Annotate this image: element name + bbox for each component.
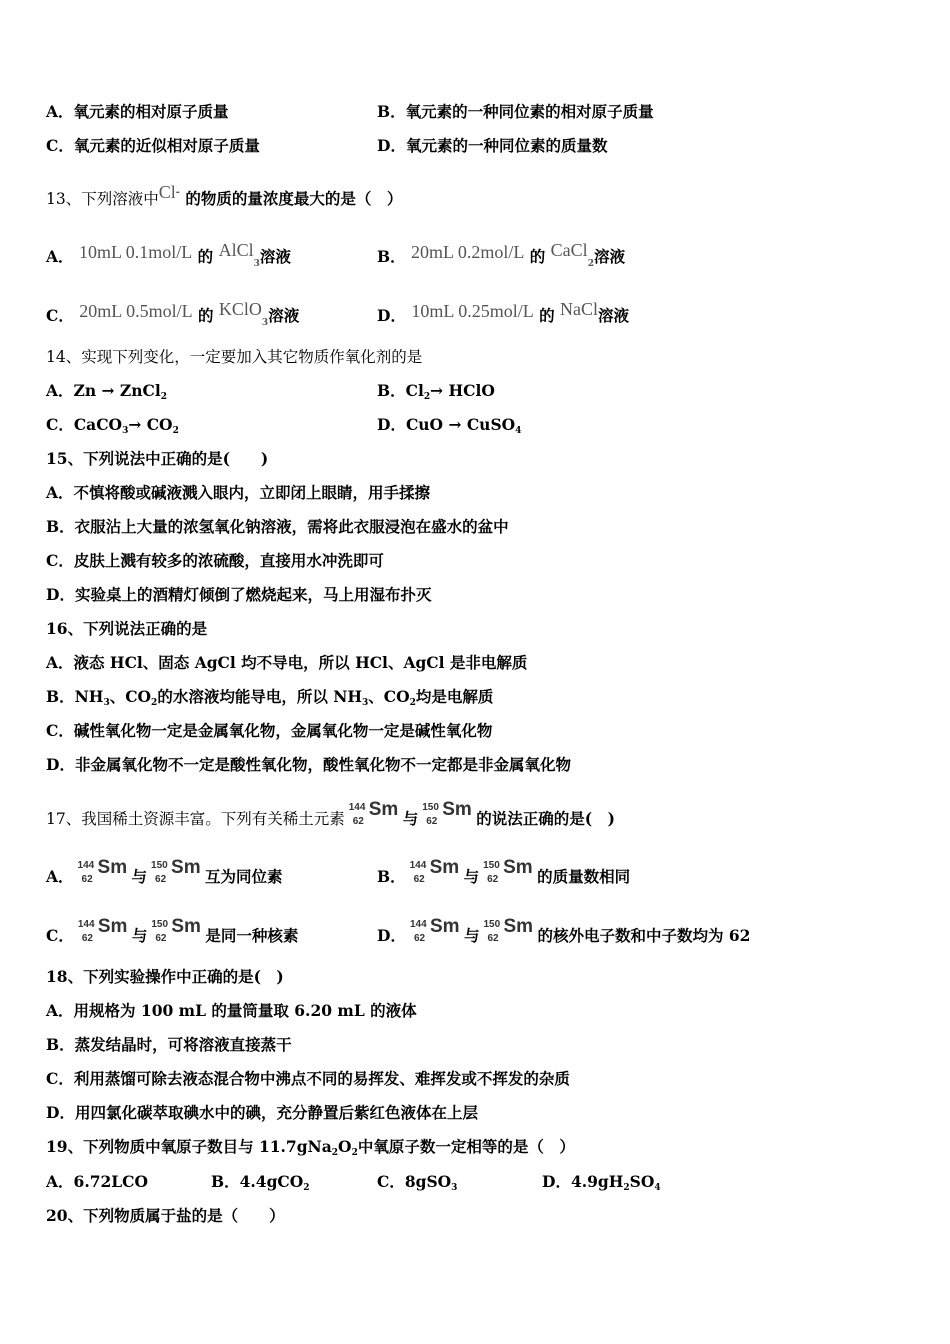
option-text: 氧元素的相对原子质量 — [73, 102, 229, 121]
option-label: B． — [377, 247, 406, 266]
formula-subscript: 3 — [253, 259, 260, 269]
q16-option-d[interactable] — [46, 755, 571, 775]
atomic-number: 62 — [413, 933, 426, 944]
isotope-sm144 — [345, 798, 403, 828]
atomic-number: 62 — [81, 874, 93, 885]
option-label: C． — [46, 926, 74, 945]
q14-option-b[interactable] — [377, 381, 495, 401]
q12-option-b[interactable] — [377, 102, 654, 122]
option-label: D． — [377, 926, 406, 945]
option-text: 用四氯化碳萃取碘水中的碘，充分静置后紫红色液体在上层 — [74, 1103, 478, 1122]
connector: 与 — [463, 867, 480, 886]
q17-option-d[interactable] — [377, 915, 750, 946]
option-label: B． — [46, 517, 75, 536]
connector: 与 — [463, 926, 480, 945]
amount: 10mL 0.1mol/L — [78, 242, 193, 262]
question-text: 中氧原子数一定相等的是（ ） — [357, 1137, 575, 1156]
option-text: 蒸发结晶时，可将溶液直接蒸干 — [74, 1035, 292, 1054]
isotope-sm144 — [74, 915, 132, 945]
option-label: B． — [377, 867, 406, 886]
q17-stem — [46, 798, 615, 829]
mass-number: 150 — [483, 860, 500, 871]
chloride-formula: Cl — [158, 182, 176, 202]
isotope-sm144 — [74, 856, 132, 886]
q19-option-c[interactable] — [377, 1172, 457, 1192]
atomic-number: 62 — [413, 874, 425, 885]
element-symbol: Sm — [442, 799, 472, 820]
option-text: NH — [74, 687, 104, 706]
option-label: C． — [46, 551, 74, 570]
element-symbol: Sm — [429, 916, 460, 937]
q15-option-b[interactable] — [46, 517, 509, 537]
mass-number: 144 — [77, 919, 95, 930]
atomic-number: 62 — [487, 933, 499, 944]
option-text: 不慎将酸或碱液溅入眼内，立即闭上眼睛，用手揉擦 — [73, 483, 431, 502]
q13-option-a[interactable] — [46, 240, 291, 274]
option-label: B． — [46, 687, 75, 706]
q16-stem — [46, 619, 207, 639]
subscript: 2 — [409, 698, 416, 708]
question-text: 18、下列实验操作中正确的是( ) — [46, 967, 284, 986]
option-text: 均是电解质 — [415, 687, 494, 706]
q12-option-c[interactable] — [46, 136, 260, 156]
option-text: 的水溶液均能导电，所以 NH — [157, 687, 363, 706]
option-text: 氧元素的一种同位素的质量数 — [405, 136, 608, 155]
solution-word: 溶液 — [598, 306, 630, 325]
option-label: D． — [46, 755, 75, 774]
q18-option-b[interactable] — [46, 1035, 292, 1055]
option-label: B． — [377, 102, 406, 121]
question-text: 16、下列说法正确的是 — [46, 619, 208, 638]
isotope-sm150 — [479, 856, 537, 886]
q13-option-b[interactable] — [377, 240, 625, 274]
element-symbol: Sm — [503, 857, 533, 878]
q15-option-d[interactable] — [46, 585, 431, 605]
subscript: 4 — [515, 426, 522, 436]
option-label: C． — [46, 306, 74, 325]
option-label: C． — [46, 1069, 74, 1088]
q20-stem — [46, 1206, 285, 1226]
option-label: A． — [46, 247, 74, 266]
question-text: O — [338, 1137, 352, 1156]
connector: 的 — [539, 306, 555, 325]
option-text: 、CO — [368, 687, 410, 706]
formula: → CO — [128, 415, 173, 434]
formula: Cl — [405, 381, 424, 400]
formula: NaCl — [560, 299, 599, 319]
option-label: C． — [377, 1172, 405, 1191]
formula: → HClO — [430, 381, 495, 400]
formula-subscript: 3 — [261, 318, 269, 328]
q13-option-d[interactable] — [377, 299, 629, 326]
q15-option-a[interactable] — [46, 483, 430, 503]
question-text: 19、下列物质中氧原子数目与 11.7gNa — [46, 1137, 332, 1156]
q15-option-c[interactable] — [46, 551, 384, 571]
atomic-number: 62 — [155, 933, 167, 944]
q18-option-c[interactable] — [46, 1069, 570, 1089]
q16-option-a[interactable] — [46, 653, 527, 673]
subscript: 3 — [122, 426, 129, 436]
option-text: 衣服沾上大量的浓氢氧化钠溶液，需将此衣服浸泡在盛水的盆中 — [74, 517, 509, 536]
connector: 的 — [197, 247, 214, 266]
atomic-number: 62 — [352, 816, 364, 827]
option-label: B． — [211, 1172, 240, 1191]
q17-option-a[interactable] — [46, 856, 283, 887]
connector: 与 — [402, 809, 419, 828]
option-label: C． — [46, 721, 74, 740]
mass-number: 150 — [151, 919, 169, 930]
q17-option-c[interactable] — [46, 915, 298, 946]
formula-subscript: 2 — [587, 259, 594, 269]
formula: CaCO — [73, 415, 123, 434]
q14-option-a[interactable] — [46, 381, 167, 401]
option-text: 6.72LCO — [73, 1172, 149, 1191]
amount: 10mL 0.25mol/L — [411, 301, 534, 321]
q17-option-b[interactable] — [377, 856, 630, 887]
q14-stem — [46, 347, 422, 367]
q19-option-d[interactable] — [542, 1172, 661, 1192]
connector: 与 — [131, 867, 148, 886]
subscript: 3 — [362, 698, 369, 708]
option-label: A． — [46, 1001, 74, 1020]
element-symbol: Sm — [97, 916, 128, 937]
charge: - — [175, 187, 180, 198]
option-label: B． — [46, 1035, 75, 1054]
element-symbol: Sm — [503, 916, 534, 937]
option-text: 4.9gH — [570, 1172, 624, 1191]
mass-number: 144 — [348, 802, 366, 813]
option-text: 利用蒸馏可除去液态混合物中沸点不同的易挥发、难挥发或不挥发的杂质 — [73, 1069, 570, 1088]
option-label: A． — [46, 867, 74, 886]
subscript: 2 — [172, 426, 179, 436]
atomic-number: 62 — [487, 874, 499, 885]
option-text: 实验桌上的酒精灯倾倒了燃烧起来，马上用湿布扑灭 — [74, 585, 432, 604]
atomic-number: 62 — [426, 816, 438, 827]
element-symbol: Sm — [171, 857, 201, 878]
subscript: 2 — [351, 1148, 358, 1158]
option-label: D． — [46, 585, 75, 604]
mass-number: 150 — [483, 919, 501, 930]
question-text: 17、我国稀土资源丰富。下列有关稀土元素 — [46, 810, 345, 828]
option-label: D． — [377, 136, 406, 155]
solution-word: 溶液 — [259, 247, 291, 266]
q12-option-a[interactable] — [46, 102, 229, 122]
option-label: D． — [542, 1172, 571, 1191]
mass-number: 150 — [422, 802, 439, 813]
amount: 20mL 0.5mol/L — [79, 301, 193, 321]
isotope-sm144 — [406, 856, 464, 886]
option-text: 的质量数相同 — [537, 867, 631, 886]
option-text: 液态 HCl、固态 AgCl 均不导电，所以 HCl、AgCl 是非电解质 — [73, 653, 528, 672]
option-text: SO — [629, 1172, 655, 1191]
question-text: 14、实现下列变化，一定要加入其它物质作氧化剂的是 — [46, 348, 423, 366]
q16-option-c[interactable] — [46, 721, 492, 741]
subscript: 2 — [331, 1148, 339, 1158]
option-text: 、CO — [109, 687, 152, 706]
formula: AlCl — [218, 240, 254, 260]
option-text: 是同一种核素 — [205, 926, 299, 945]
option-text: 用规格为 100 mL 的量筒量取 6.20 mL 的液体 — [73, 1001, 417, 1020]
atomic-number: 62 — [155, 874, 167, 885]
option-text: 皮肤上溅有较多的浓硫酸，直接用水冲洗即可 — [73, 551, 384, 570]
option-label: B． — [377, 381, 406, 400]
option-text: 碱性氧化物一定是金属氧化物，金属氧化物一定是碱性氧化物 — [73, 721, 493, 740]
option-label: A． — [46, 483, 74, 502]
connector: 的 — [529, 247, 546, 266]
subscript: 2 — [151, 698, 158, 708]
subscript: 2 — [303, 1183, 310, 1193]
q14-option-c[interactable] — [46, 415, 179, 435]
isotope-sm144 — [406, 915, 464, 945]
isotope-sm150 — [479, 915, 537, 945]
subscript: 3 — [103, 698, 110, 708]
isotope-sm150 — [418, 798, 476, 828]
subscript: 2 — [423, 392, 431, 402]
mass-number: 144 — [409, 860, 427, 871]
q16-option-b[interactable] — [46, 687, 493, 707]
option-text: 8gSO — [404, 1172, 452, 1191]
option-label: D． — [377, 306, 406, 325]
question-text: 20、下列物质属于盐的是（ ） — [46, 1206, 285, 1225]
q18-option-d[interactable] — [46, 1103, 478, 1123]
option-label: A． — [46, 1172, 74, 1191]
option-label: A． — [46, 653, 74, 672]
option-text: 的核外电子数和中子数均为 62 — [537, 926, 751, 945]
q12-option-d[interactable] — [377, 136, 607, 156]
option-label: C． — [46, 415, 74, 434]
subscript: 2 — [623, 1183, 630, 1193]
option-text: 氧元素的一种同位素的相对原子质量 — [405, 102, 654, 121]
option-label: A． — [46, 102, 74, 121]
connector: 与 — [131, 926, 148, 945]
question-text: 15、下列说法中正确的是( ) — [46, 449, 269, 468]
option-label: C． — [46, 136, 74, 155]
subscript: 3 — [451, 1183, 458, 1193]
subscript: 4 — [654, 1183, 661, 1193]
connector: 的 — [197, 306, 214, 325]
element-symbol: Sm — [171, 916, 201, 937]
question-number: 13、下列溶液中 — [46, 190, 159, 208]
amount: 20mL 0.2mol/L — [411, 242, 525, 262]
element-symbol: Sm — [429, 857, 460, 878]
mass-number: 144 — [409, 919, 427, 930]
formula: CaCl — [550, 240, 588, 260]
q18-option-a[interactable] — [46, 1001, 417, 1021]
solution-word: 溶液 — [593, 247, 625, 266]
subscript: 2 — [160, 392, 167, 402]
q19-option-b[interactable] — [211, 1172, 310, 1192]
question-text: 的物质的量浓度最大的是（ ） — [185, 189, 403, 208]
option-text: 互为同位素 — [205, 867, 283, 886]
formula: KClO — [218, 299, 262, 319]
option-text: 4.4gCO — [239, 1172, 304, 1191]
question-text: 的说法正确的是( ) — [476, 809, 615, 828]
q18-stem — [46, 967, 284, 987]
q14-option-d[interactable] — [377, 415, 521, 435]
atomic-number: 62 — [81, 933, 93, 944]
element-symbol: Sm — [368, 799, 399, 820]
q15-stem — [46, 449, 268, 469]
option-text: 非金属氧化物不一定是酸性氧化物，酸性氧化物不一定都是非金属氧化物 — [74, 755, 571, 774]
option-label: D． — [377, 415, 406, 434]
element-symbol: Sm — [97, 857, 128, 878]
option-label: A． — [46, 381, 74, 400]
q13-stem — [46, 182, 402, 209]
option-text: 氧元素的近似相对原子质量 — [73, 136, 260, 155]
q19-option-a[interactable] — [46, 1172, 148, 1192]
isotope-sm150 — [147, 856, 205, 886]
solution-word: 溶液 — [268, 306, 300, 325]
isotope-sm150 — [147, 915, 205, 945]
option-label: D． — [46, 1103, 75, 1122]
q19-stem — [46, 1137, 575, 1157]
formula: Zn → ZnCl — [73, 381, 161, 400]
q13-option-c[interactable] — [46, 299, 299, 333]
mass-number: 150 — [151, 860, 168, 871]
formula: CuO → CuSO — [405, 415, 516, 434]
mass-number: 144 — [77, 860, 95, 871]
